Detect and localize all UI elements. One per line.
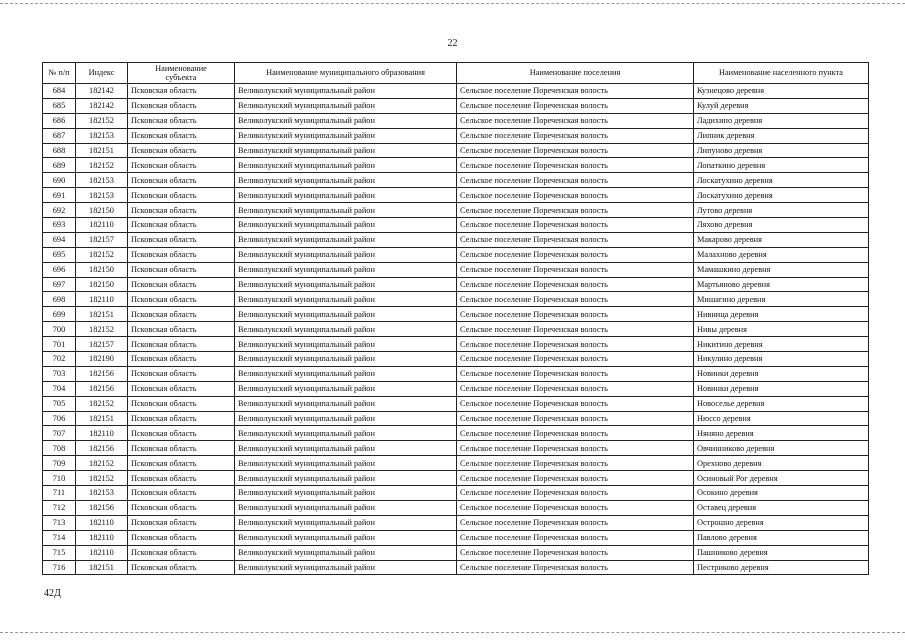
cell-index: 182110	[76, 426, 128, 441]
cell-index: 182152	[76, 456, 128, 471]
cell-settlement: Сельское поселение Пореченская волость	[457, 486, 694, 501]
cell-num: 715	[43, 545, 76, 560]
cell-municipal: Великолукский муниципальный район	[235, 292, 457, 307]
cell-index: 182153	[76, 486, 128, 501]
cell-municipal: Великолукский муниципальный район	[235, 277, 457, 292]
cell-index: 182150	[76, 277, 128, 292]
cell-num: 698	[43, 292, 76, 307]
cell-index: 182152	[76, 113, 128, 128]
cell-subject: Псковская область	[128, 515, 235, 530]
scan-bottom-edge	[0, 632, 905, 634]
cell-locality: Макарово деревня	[694, 232, 869, 247]
cell-settlement: Сельское поселение Пореченская волость	[457, 188, 694, 203]
cell-locality: Новоселье деревня	[694, 396, 869, 411]
table-row	[43, 173, 869, 188]
cell-municipal: Великолукский муниципальный район	[235, 84, 457, 99]
cell-subject: Псковская область	[128, 396, 235, 411]
table-row	[43, 307, 869, 322]
cell-settlement: Сельское поселение Пореченская волость	[457, 441, 694, 456]
cell-settlement: Сельское поселение Пореченская волость	[457, 203, 694, 218]
cell-subject: Псковская область	[128, 128, 235, 143]
cell-municipal: Великолукский муниципальный район	[235, 262, 457, 277]
cell-locality: Нивы деревня	[694, 322, 869, 337]
header-index: Индекс	[76, 63, 128, 84]
cell-municipal: Великолукский муниципальный район	[235, 322, 457, 337]
cell-num: 694	[43, 232, 76, 247]
cell-municipal: Великолукский муниципальный район	[235, 560, 457, 575]
cell-num: 701	[43, 337, 76, 352]
table-row	[43, 471, 869, 486]
cell-municipal: Великолукский муниципальный район	[235, 515, 457, 530]
cell-num: 706	[43, 411, 76, 426]
cell-settlement: Сельское поселение Пореченская волость	[457, 218, 694, 233]
cell-settlement: Сельское поселение Пореченская волость	[457, 262, 694, 277]
cell-subject: Псковская область	[128, 337, 235, 352]
cell-num: 712	[43, 500, 76, 515]
cell-subject: Псковская область	[128, 530, 235, 545]
cell-settlement: Сельское поселение Пореченская волость	[457, 500, 694, 515]
cell-subject: Псковская область	[128, 218, 235, 233]
cell-num: 697	[43, 277, 76, 292]
cell-locality: Малахново деревня	[694, 247, 869, 262]
table-row	[43, 143, 869, 158]
cell-num: 707	[43, 426, 76, 441]
cell-subject: Псковская область	[128, 247, 235, 262]
cell-settlement: Сельское поселение Пореченская волость	[457, 471, 694, 486]
cell-locality: Нюссо деревня	[694, 411, 869, 426]
table-row	[43, 188, 869, 203]
table-row	[43, 352, 869, 367]
cell-municipal: Великолукский муниципальный район	[235, 381, 457, 396]
cell-locality: Никитино деревня	[694, 337, 869, 352]
cell-subject: Псковская область	[128, 471, 235, 486]
cell-index: 182142	[76, 98, 128, 113]
cell-index: 182110	[76, 545, 128, 560]
table-row	[43, 113, 869, 128]
document-code: 42Д	[44, 588, 61, 599]
cell-settlement: Сельское поселение Пореченская волость	[457, 545, 694, 560]
cell-locality: Павлово деревня	[694, 530, 869, 545]
cell-locality: Пашниково деревня	[694, 545, 869, 560]
cell-municipal: Великолукский муниципальный район	[235, 456, 457, 471]
cell-locality: Осокино деревня	[694, 486, 869, 501]
cell-municipal: Великолукский муниципальный район	[235, 203, 457, 218]
cell-num: 688	[43, 143, 76, 158]
cell-settlement: Сельское поселение Пореченская волость	[457, 232, 694, 247]
table-row	[43, 515, 869, 530]
cell-settlement: Сельское поселение Пореченская волость	[457, 173, 694, 188]
table-row	[43, 277, 869, 292]
cell-locality: Острошно деревня	[694, 515, 869, 530]
cell-settlement: Сельское поселение Пореченская волость	[457, 352, 694, 367]
cell-subject: Псковская область	[128, 307, 235, 322]
cell-num: 702	[43, 352, 76, 367]
cell-index: 182151	[76, 143, 128, 158]
cell-subject: Псковская область	[128, 158, 235, 173]
cell-subject: Псковская область	[128, 500, 235, 515]
cell-index: 182110	[76, 530, 128, 545]
header-locality: Наименование населенного пункта	[694, 63, 869, 84]
cell-index: 182150	[76, 262, 128, 277]
cell-num: 705	[43, 396, 76, 411]
cell-settlement: Сельское поселение Пореченская волость	[457, 158, 694, 173]
cell-subject: Псковская область	[128, 203, 235, 218]
cell-subject: Псковская область	[128, 113, 235, 128]
table-row	[43, 218, 869, 233]
cell-subject: Псковская область	[128, 411, 235, 426]
table-row	[43, 381, 869, 396]
cell-index: 182157	[76, 232, 128, 247]
cell-index: 182142	[76, 84, 128, 99]
cell-num: 714	[43, 530, 76, 545]
cell-settlement: Сельское поселение Пореченская волость	[457, 337, 694, 352]
cell-settlement: Сельское поселение Пореченская волость	[457, 560, 694, 575]
table-row	[43, 337, 869, 352]
cell-municipal: Великолукский муниципальный район	[235, 426, 457, 441]
cell-locality: Мамашкино деревня	[694, 262, 869, 277]
cell-settlement: Сельское поселение Пореченская волость	[457, 247, 694, 262]
cell-locality: Лоскатухино деревня	[694, 188, 869, 203]
table-row	[43, 247, 869, 262]
scan-top-edge	[0, 3, 905, 5]
cell-num: 711	[43, 486, 76, 501]
header-num: № п/п	[43, 63, 76, 84]
cell-index: 182152	[76, 322, 128, 337]
cell-index: 182157	[76, 337, 128, 352]
cell-index: 182152	[76, 158, 128, 173]
table-row	[43, 530, 869, 545]
cell-index: 182156	[76, 381, 128, 396]
cell-subject: Псковская область	[128, 426, 235, 441]
cell-municipal: Великолукский муниципальный район	[235, 113, 457, 128]
page-number: 22	[447, 38, 458, 49]
cell-index: 182110	[76, 515, 128, 530]
table-row	[43, 486, 869, 501]
cell-index: 182153	[76, 188, 128, 203]
cell-locality: Ляхово деревня	[694, 218, 869, 233]
cell-num: 713	[43, 515, 76, 530]
cell-locality: Нивница деревня	[694, 307, 869, 322]
cell-subject: Псковская область	[128, 456, 235, 471]
cell-settlement: Сельское поселение Пореченская волость	[457, 515, 694, 530]
table-body	[43, 84, 869, 575]
cell-municipal: Великолукский муниципальный район	[235, 143, 457, 158]
table-row	[43, 158, 869, 173]
cell-municipal: Великолукский муниципальный район	[235, 530, 457, 545]
cell-subject: Псковская область	[128, 381, 235, 396]
cell-index: 182153	[76, 173, 128, 188]
cell-municipal: Великолукский муниципальный район	[235, 337, 457, 352]
cell-settlement: Сельское поселение Пореченская волость	[457, 411, 694, 426]
cell-locality: Никулино деревня	[694, 352, 869, 367]
cell-locality: Овчинниково деревня	[694, 441, 869, 456]
cell-index: 182190	[76, 352, 128, 367]
cell-subject: Псковская область	[128, 232, 235, 247]
cell-locality: Няняно деревня	[694, 426, 869, 441]
table-row	[43, 560, 869, 575]
cell-municipal: Великолукский муниципальный район	[235, 486, 457, 501]
cell-locality: Мишагино деревня	[694, 292, 869, 307]
cell-settlement: Сельское поселение Пореченская волость	[457, 426, 694, 441]
cell-num: 696	[43, 262, 76, 277]
table-row	[43, 292, 869, 307]
cell-municipal: Великолукский муниципальный район	[235, 128, 457, 143]
cell-index: 182152	[76, 396, 128, 411]
cell-municipal: Великолукский муниципальный район	[235, 98, 457, 113]
table-row	[43, 322, 869, 337]
cell-settlement: Сельское поселение Пореченская волость	[457, 84, 694, 99]
cell-locality: Кулуй деревня	[694, 98, 869, 113]
cell-subject: Псковская область	[128, 98, 235, 113]
cell-index: 182151	[76, 307, 128, 322]
cell-settlement: Сельское поселение Пореченская волость	[457, 322, 694, 337]
cell-subject: Псковская область	[128, 173, 235, 188]
cell-locality: Осиновый Рог деревня	[694, 471, 869, 486]
cell-settlement: Сельское поселение Пореченская волость	[457, 456, 694, 471]
cell-locality: Ладихино деревня	[694, 113, 869, 128]
cell-subject: Псковская область	[128, 560, 235, 575]
cell-subject: Псковская область	[128, 262, 235, 277]
cell-municipal: Великолукский муниципальный район	[235, 232, 457, 247]
cell-subject: Псковская область	[128, 143, 235, 158]
cell-subject: Псковская область	[128, 441, 235, 456]
cell-municipal: Великолукский муниципальный район	[235, 173, 457, 188]
cell-subject: Псковская область	[128, 352, 235, 367]
cell-num: 704	[43, 381, 76, 396]
cell-num: 716	[43, 560, 76, 575]
cell-settlement: Сельское поселение Пореченская волость	[457, 366, 694, 381]
cell-index: 182152	[76, 247, 128, 262]
table-row	[43, 426, 869, 441]
table-row	[43, 84, 869, 99]
cell-num: 695	[43, 247, 76, 262]
cell-municipal: Великолукский муниципальный район	[235, 247, 457, 262]
cell-num: 709	[43, 456, 76, 471]
cell-locality: Лоскатухино деревня	[694, 173, 869, 188]
table-row	[43, 98, 869, 113]
cell-locality: Липуново деревня	[694, 143, 869, 158]
cell-num: 708	[43, 441, 76, 456]
cell-municipal: Великолукский муниципальный район	[235, 396, 457, 411]
cell-subject: Псковская область	[128, 486, 235, 501]
cell-num: 685	[43, 98, 76, 113]
cell-settlement: Сельское поселение Пореченская волость	[457, 113, 694, 128]
table-row	[43, 128, 869, 143]
header-settlement: Наименование поселения	[457, 63, 694, 84]
cell-locality: Новинки деревня	[694, 381, 869, 396]
cell-index: 182150	[76, 203, 128, 218]
header-municipal: Наименование муниципального образования	[235, 63, 457, 84]
cell-subject: Псковская область	[128, 292, 235, 307]
cell-index: 182156	[76, 500, 128, 515]
cell-locality: Мартьяново деревня	[694, 277, 869, 292]
cell-municipal: Великолукский муниципальный район	[235, 545, 457, 560]
table-row	[43, 441, 869, 456]
table-header-row	[43, 63, 869, 84]
cell-subject: Псковская область	[128, 322, 235, 337]
table-row	[43, 232, 869, 247]
cell-municipal: Великолукский муниципальный район	[235, 411, 457, 426]
table-row	[43, 545, 869, 560]
cell-num: 693	[43, 218, 76, 233]
cell-index: 182156	[76, 366, 128, 381]
table-row	[43, 262, 869, 277]
cell-locality: Липник деревня	[694, 128, 869, 143]
cell-municipal: Великолукский муниципальный район	[235, 307, 457, 322]
cell-num: 686	[43, 113, 76, 128]
cell-settlement: Сельское поселение Пореченская волость	[457, 381, 694, 396]
cell-settlement: Сельское поселение Пореченская волость	[457, 128, 694, 143]
cell-num: 691	[43, 188, 76, 203]
cell-index: 182156	[76, 441, 128, 456]
header-subject: Наименование субъекта	[128, 63, 235, 84]
cell-locality: Лутово деревня	[694, 203, 869, 218]
cell-num: 687	[43, 128, 76, 143]
table-row	[43, 203, 869, 218]
cell-settlement: Сельское поселение Пореченская волость	[457, 98, 694, 113]
table-row	[43, 500, 869, 515]
cell-index: 182151	[76, 411, 128, 426]
cell-settlement: Сельское поселение Пореченская волость	[457, 307, 694, 322]
cell-municipal: Великолукский муниципальный район	[235, 471, 457, 486]
cell-municipal: Великолукский муниципальный район	[235, 500, 457, 515]
cell-municipal: Великолукский муниципальный район	[235, 188, 457, 203]
cell-settlement: Сельское поселение Пореченская волость	[457, 143, 694, 158]
cell-index: 182110	[76, 218, 128, 233]
cell-locality: Орехново деревня	[694, 456, 869, 471]
cell-subject: Псковская область	[128, 84, 235, 99]
cell-settlement: Сельское поселение Пореченская волость	[457, 277, 694, 292]
cell-index: 182153	[76, 128, 128, 143]
cell-settlement: Сельское поселение Пореченская волость	[457, 530, 694, 545]
cell-index: 182151	[76, 560, 128, 575]
cell-settlement: Сельское поселение Пореченская волость	[457, 292, 694, 307]
cell-locality: Новинки деревня	[694, 366, 869, 381]
cell-num: 703	[43, 366, 76, 381]
table-row	[43, 396, 869, 411]
localities-table	[42, 62, 869, 575]
cell-municipal: Великолукский муниципальный район	[235, 158, 457, 173]
cell-locality: Оставец деревня	[694, 500, 869, 515]
table-row	[43, 411, 869, 426]
table-row	[43, 366, 869, 381]
cell-index: 182152	[76, 471, 128, 486]
cell-municipal: Великолукский муниципальный район	[235, 441, 457, 456]
cell-subject: Псковская область	[128, 188, 235, 203]
table-row	[43, 456, 869, 471]
cell-municipal: Великолукский муниципальный район	[235, 218, 457, 233]
cell-municipal: Великолукский муниципальный район	[235, 366, 457, 381]
cell-index: 182110	[76, 292, 128, 307]
cell-num: 692	[43, 203, 76, 218]
cell-subject: Псковская область	[128, 366, 235, 381]
cell-locality: Кузнецово деревня	[694, 84, 869, 99]
cell-subject: Псковская область	[128, 277, 235, 292]
cell-settlement: Сельское поселение Пореченская волость	[457, 396, 694, 411]
cell-num: 700	[43, 322, 76, 337]
cell-subject: Псковская область	[128, 545, 235, 560]
cell-num: 689	[43, 158, 76, 173]
cell-num: 699	[43, 307, 76, 322]
cell-municipal: Великолукский муниципальный район	[235, 352, 457, 367]
cell-num: 684	[43, 84, 76, 99]
cell-num: 710	[43, 471, 76, 486]
cell-locality: Лопаткино деревня	[694, 158, 869, 173]
cell-num: 690	[43, 173, 76, 188]
cell-locality: Пестриково деревня	[694, 560, 869, 575]
